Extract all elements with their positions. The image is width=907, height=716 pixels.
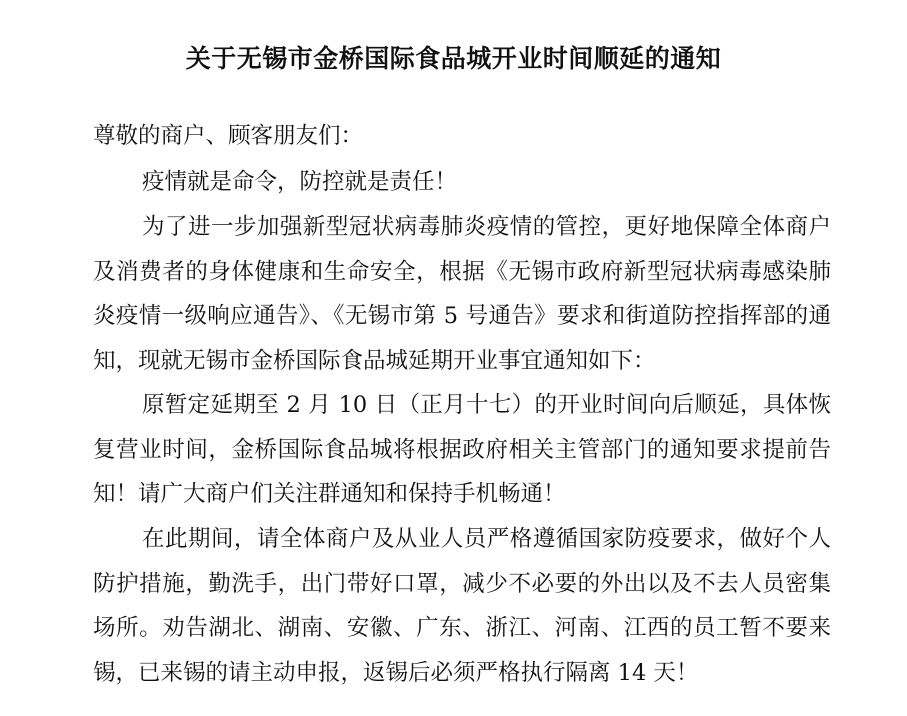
paragraph-background: 为了进一步加强新型冠状病毒肺炎疫情的管控，更好地保障全体商户及消费者的身体健康和生命安全，根据《无锡市政府新型冠状病毒感染肺炎疫情一级响应通告》、《无锡市第 5 号通告》要求和街道防控指挥部的通知，现就无锡市金桥国际食品城延期开业事宜通知如下： [93,214,831,374]
salutation: 尊敬的商户、顾客朋友们： [93,123,364,149]
paragraph-postponement: 原暂定延期至 2 月 10 日（正月十七）的开业时间向后顺延，具体恢复营业时间，金桥国际食品城将根据政府相关主管部门的通知要求提前告知！请广大商户们关注群通知和保持手机畅通！ [93,392,831,507]
notice-title: 关于无锡市金桥国际食品城开业时间顺延的通知 [185,43,722,73]
paragraph-slogan: 疫情就是命令，防控就是责任！ [142,169,458,195]
paragraph-precautions: 在此期间，请全体商户及从业人员严格遵循国家防疫要求，做好个人防护措施，勤洗手，出门带好口罩，减少不必要的外出以及不去人员密集场所。劝告湖北、湖南、安徽、广东、浙江、河南、江西的员工暂不要来锡，已来锡的请主动申报，返锡后必须严格执行隔离 14 天！ [93,526,831,686]
